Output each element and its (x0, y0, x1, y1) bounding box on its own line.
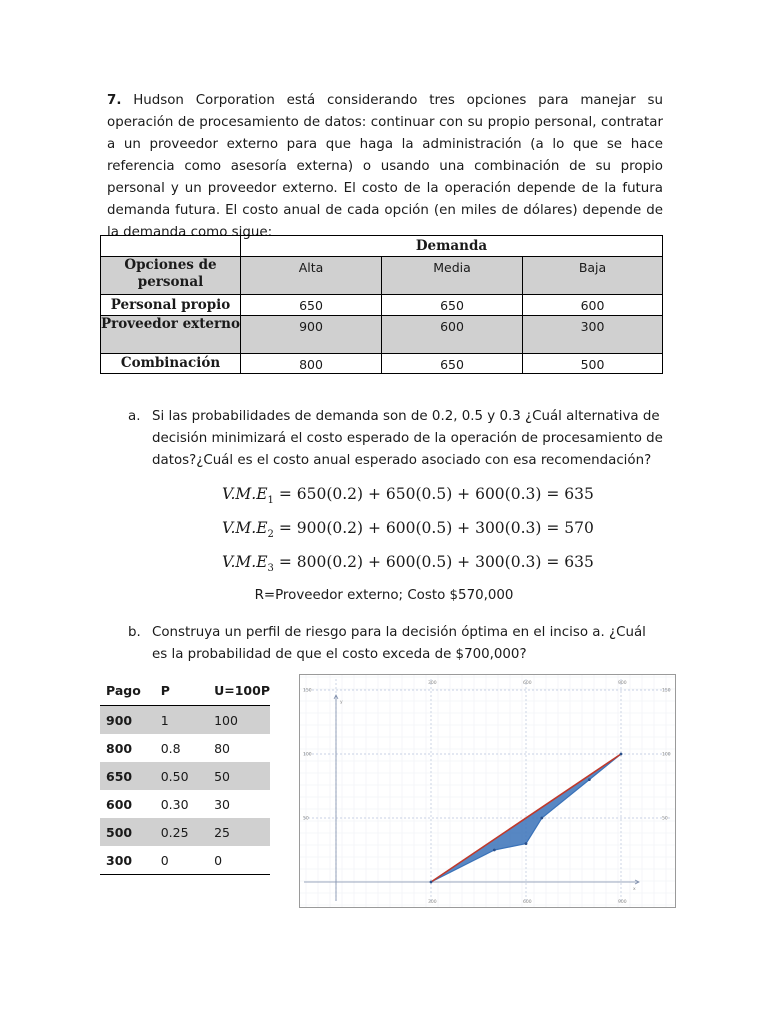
table-cell: 80 (214, 740, 231, 756)
table-cell: 650 (382, 354, 523, 374)
data-point (540, 817, 543, 820)
y-tick-label: 150 (303, 688, 312, 694)
table-cell: 900 (100, 706, 155, 735)
demand-table-corner (101, 236, 241, 257)
table-cell: 500 (100, 818, 155, 846)
data-point (620, 753, 623, 756)
equation-3: $V.M.E_3 = 800(0.2) + 600(0.5) + 300(0.3) = 635$ (222, 553, 594, 575)
y-tick-label: 100 (662, 752, 671, 758)
table-cell: 500 (523, 354, 663, 374)
column-header: Media (382, 257, 523, 295)
table-cell: 0.25 (155, 818, 208, 846)
table-row (100, 818, 270, 846)
x-axis-label: x (633, 887, 636, 892)
data-point (430, 881, 433, 884)
data-point (588, 778, 591, 781)
table-cell: 800 (241, 354, 382, 374)
table-cell: 300 (523, 316, 663, 354)
table-cell: 300 (100, 846, 155, 875)
table-row (100, 790, 270, 818)
row-label: Personal propio (101, 295, 241, 316)
risk-header-pago: Pago (100, 676, 155, 706)
problem-text: Hudson Corporation está considerando tres opciones para manejar su operación de procesamiento de datos: continuar con su propio personal, contratar a un proveedor externo para que haga la administración (a lo que se hace referencia como asesoría externa) o usando una combinación de su propio personal y un proveedor externo. El costo de la operación depende de la futura demanda futura. El costo anual de cada opción (en miles de dólares) depende de la demanda como sigue: (107, 93, 663, 240)
column-header: Alta (241, 257, 382, 295)
table-cell: 600 (523, 295, 663, 316)
utility-chart-svg (300, 675, 675, 907)
table-cell: 30 (214, 796, 231, 812)
table-row (100, 846, 270, 875)
table-cell: 50 (208, 762, 270, 790)
table-row (100, 762, 270, 790)
x-tick-label: 600 (523, 900, 532, 905)
chart-grid (300, 675, 675, 907)
part-b-label: b. (128, 625, 141, 640)
part-a-result: R=Proveedor externo; Costo $570,000 (254, 588, 514, 603)
row-header-cell: Opciones de personal (101, 257, 241, 295)
table-cell: 0.50 (155, 762, 208, 790)
table-cell: 0.30 (160, 796, 189, 812)
table-cell: 0 (155, 846, 208, 875)
demand-group-header: Demanda (241, 236, 663, 257)
part-b-question: Construya un perfil de riesgo para la decisión óptima en el inciso a. ¿Cuál es la probabilidad de que el costo exceda de $700,000? (152, 625, 646, 662)
problem-number: 7. (107, 93, 122, 108)
demand-table (100, 235, 663, 374)
data-point (525, 842, 528, 845)
table-cell: 0.8 (160, 740, 181, 756)
data-point (493, 849, 496, 852)
table-row (100, 706, 270, 735)
risk-header-p: P (155, 676, 208, 706)
x-tick-label: 300 (428, 681, 437, 686)
table-cell: 900 (241, 316, 382, 354)
x-tick-label: 900 (618, 900, 627, 905)
utility-chart (299, 674, 676, 908)
equation-1: $V.M.E_1 = 650(0.2) + 650(0.5) + 600(0.3) = 635$ (222, 485, 594, 507)
table-cell: 100 (208, 706, 270, 735)
x-tick-label: 600 (523, 681, 532, 686)
table-cell: 25 (208, 818, 270, 846)
table-cell: 600 (382, 316, 523, 354)
y-tick-label: 50 (303, 816, 309, 822)
risk-table (100, 676, 270, 875)
equation-2: $V.M.E_2 = 900(0.2) + 600(0.5) + 300(0.3) = 570$ (222, 519, 594, 541)
table-cell: 600 (106, 796, 133, 812)
column-header: Baja (523, 257, 663, 295)
table-cell: 0 (208, 846, 270, 875)
y-tick-label: 50 (662, 816, 668, 822)
table-row (100, 734, 270, 762)
row-label: Combinación (101, 354, 241, 374)
table-cell: 800 (106, 740, 133, 756)
y-tick-label: 150 (662, 688, 671, 694)
table-cell: 650 (382, 295, 523, 316)
x-tick-label: 300 (428, 900, 437, 905)
table-cell: 650 (100, 762, 155, 790)
risk-header-u: U=100P (208, 676, 270, 706)
y-tick-label: 100 (303, 752, 312, 758)
y-axis-label: y (340, 700, 343, 705)
row-label: Proveedor externo (101, 316, 241, 354)
part-a-label: a. (128, 409, 141, 424)
table-cell: 650 (241, 295, 382, 316)
table-cell: 1 (155, 706, 208, 735)
part-a-question: Si las probabilidades de demanda son de 0.2, 0.5 y 0.3 ¿Cuál alternativa de decisión minimizará el costo esperado de la operación de procesamiento de datos?¿Cuál es el costo anual esperado asociado con esa recomendación? (152, 409, 663, 468)
x-tick-label: 900 (618, 681, 627, 686)
chart-axes (303, 680, 671, 905)
problem-statement (107, 90, 663, 244)
